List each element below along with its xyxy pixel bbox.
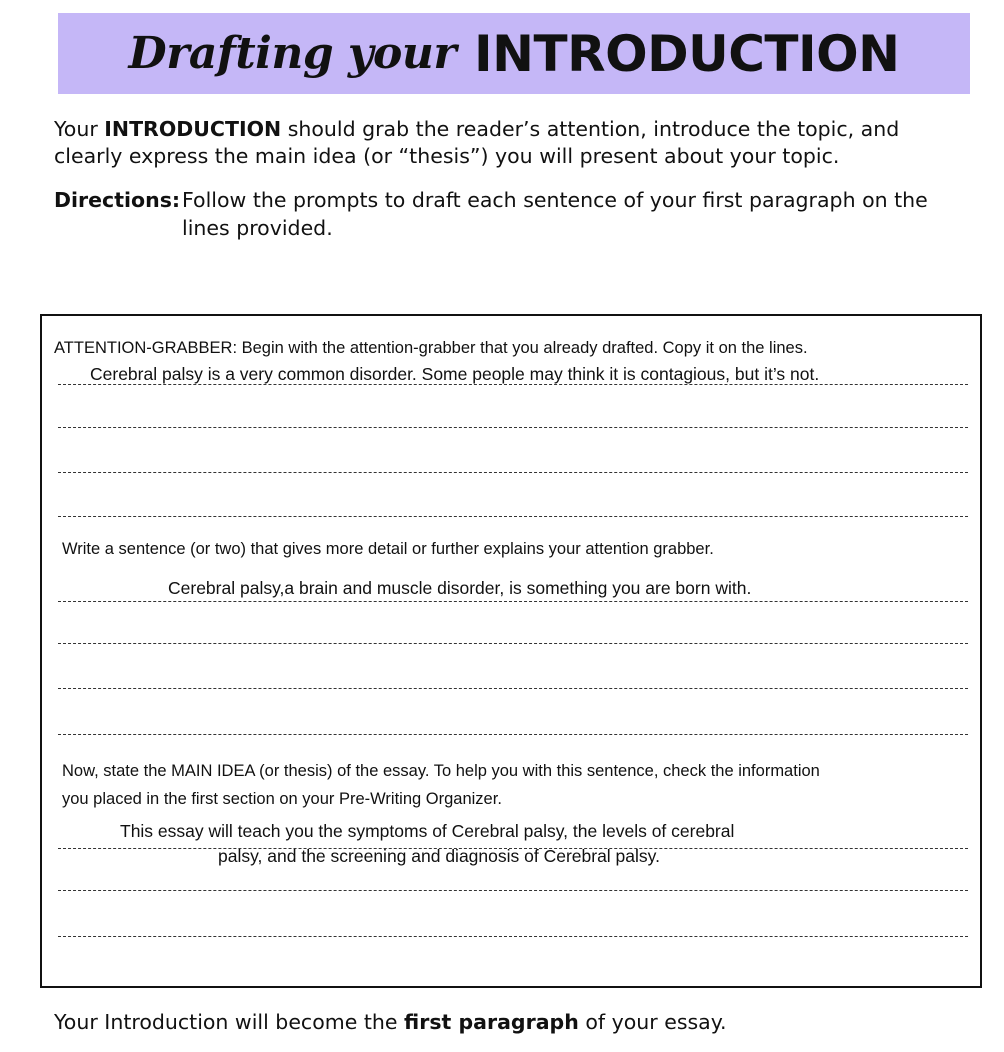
- worksheet-box: [40, 314, 982, 988]
- writing-line[interactable]: [58, 734, 968, 735]
- main-idea-prompt-line1: Now, state the MAIN IDEA (or thesis) of the essay. To help you with this sentence, check the information: [62, 762, 820, 780]
- title-script: Drafting your: [128, 28, 457, 79]
- directions: [54, 186, 954, 242]
- intro-bold: INTRODUCTION: [104, 117, 282, 141]
- attention-prompt: ATTENTION-GRABBER: Begin with the attention-grabber that you already drafted. Copy it on the lines.: [54, 339, 808, 357]
- writing-line[interactable]: [58, 427, 968, 428]
- title-caps: INTRODUCTION: [474, 24, 900, 83]
- main-idea-prompt-line2: you placed in the first section on your Pre-Writing Organizer.: [62, 790, 502, 808]
- title-banner: [58, 13, 970, 94]
- writing-line[interactable]: [58, 688, 968, 689]
- footer-text-start: Your Introduction will become the: [54, 1010, 405, 1034]
- directions-label: Directions:: [54, 188, 181, 212]
- directions-text: Follow the prompts to draft each sentence of your first paragraph on the lines provided.: [182, 188, 928, 240]
- footer-text-end: of your essay.: [578, 1010, 727, 1034]
- footer-note: [54, 1010, 726, 1034]
- writing-line[interactable]: [58, 890, 968, 891]
- main-idea-answer-line2: palsy, and the screening and diagnosis of Cerebral palsy.: [218, 846, 660, 866]
- writing-line[interactable]: [58, 601, 968, 602]
- main-idea-answer-line1: This essay will teach you the symptoms of Cerebral palsy, the levels of cerebral: [120, 821, 735, 841]
- footer-bold: first paragraph: [404, 1010, 579, 1034]
- intro-text-end: should grab the reader’s attention, introduce the topic, and clearly express the main idea (or “thesis”) you will present about your topic.: [54, 117, 900, 168]
- writing-line[interactable]: [58, 643, 968, 644]
- writing-line[interactable]: [58, 516, 968, 517]
- intro-paragraph: [54, 116, 974, 170]
- attention-answer: Cerebral palsy is a very common disorder. Some people may think it is contagious, but it’s not.: [90, 364, 820, 384]
- writing-line[interactable]: [58, 936, 968, 937]
- writing-line[interactable]: [58, 472, 968, 473]
- intro-text-start: Your: [54, 117, 105, 141]
- detail-prompt: Write a sentence (or two) that gives more detail or further explains your attention grabber.: [62, 540, 714, 558]
- detail-answer: Cerebral palsy,a brain and muscle disorder, is something you are born with.: [168, 578, 752, 598]
